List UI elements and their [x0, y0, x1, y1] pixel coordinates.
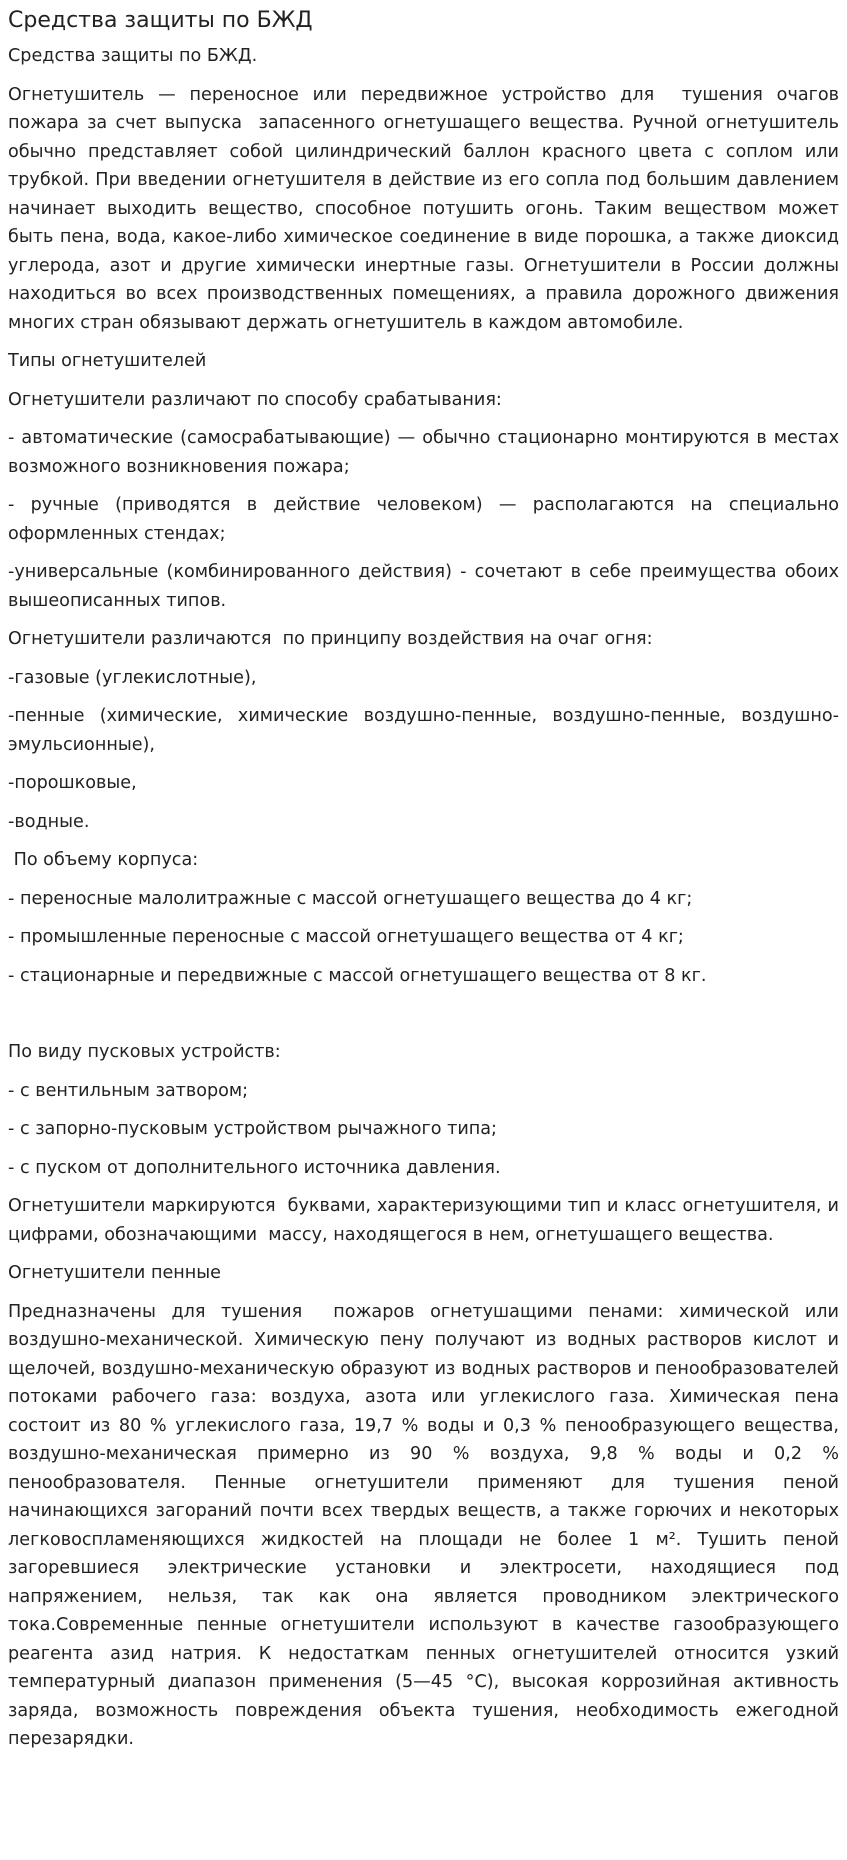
section-heading-foam: Огнетушители пенные: [8, 1263, 222, 1283]
paragraph-marking: Огнетушители маркируются буквами, характеризующими тип и класс огнетушителя, и цифрами, обозначающими массу, находящегося в нем, огнетушащего вещества.: [8, 1196, 845, 1245]
list-item-manual: - ручные (приводятся в действие человеком) — располагаются на специально оформленных стендах;: [8, 495, 845, 544]
paragraph-spacer: [8, 1000, 839, 1038]
paragraph-by-launch-device: По виду пусковых устройств:: [8, 1042, 281, 1062]
paragraph-by-activation: Огнетушители различают по способу срабатывания:: [8, 389, 502, 410]
list-item-gas: -газовые (углекислотные),: [8, 667, 257, 688]
paragraph-by-volume: По объему корпуса:: [8, 850, 199, 870]
list-item-lever: - с запорно-пусковым устройством рычажного типа;: [8, 1119, 497, 1139]
section-heading-types: Типы огнетушителей: [8, 351, 207, 371]
list-item-water: -водные.: [8, 811, 90, 832]
list-item-portable-small: - переносные малолитражные с массой огнетушащего вещества до 4 кг;: [8, 888, 693, 909]
page-title: Средства защиты по БЖД: [8, 8, 313, 33]
list-item-automatic: - автоматические (самосрабатывающие) — обычно стационарно монтируются в местах возможного возникновения пожара;: [8, 428, 845, 477]
extinguisher-definition-paragraph: Огнетушитель — переносное или передвижное устройство для тушения очагов пожара за счет выпуска запасенного огнетушащего вещества. Ручной огнетушитель обычно представляет собой цилиндрический баллон красного цвета с соплом или трубкой. При введении огнетушителя в действие из его сопла под большим давлением начинает выходить вещество, способное потушить огонь. Таким веществом может быть пена, вода, какое-либо химическое соединение в виде порошка, а также диоксид углерода, азот и другие химически инертные газы. Огнетушители в России должны находиться во всех производственных помещениях, а правила дорожного движения многих стран обязывают держать огнетушитель в каждом автомобиле.: [8, 84, 845, 333]
list-item-universal: -универсальные (комбинированного действия) - сочетают в себе преимущества обоих вышеописанных типов.: [8, 562, 845, 611]
list-item-foam: -пенные (химические, химические воздушно-пенные, воздушно-пенные, воздушно-эмульсионные),: [8, 706, 839, 755]
list-item-valve: - с вентильным затвором;: [8, 1080, 249, 1101]
list-item-external-pressure: - с пуском от дополнительного источника давления.: [8, 1157, 501, 1178]
foam-extinguisher-paragraph: Предназначены для тушения пожаров огнетушащими пенами: химической или воздушно-механической. Химическую пену получают из водных растворов кислот и щелочей, воздушно-механическую образуют из водных растворов и пенообразователей потоками рабочего газа: воздуха, азота или углекислого газа. Химическая пена состоит из 80 % углекислого газа, 19,7 % воды и 0,3 % пенообразующего вещества, воздушно-механическая примерно из 90 % воздуха, 9,8 % воды и 0,2 % пенообразователя. Пенные огнетушители применяют для тушения пеной начинающихся загораний почти всех твердых веществ, а также горючих и некоторых легковоспламеняющихся жидкостей на площади не более 1 м². Тушить пеной загоревшиеся электрические установки и электросети, находящиеся под напряжением, нельзя, так как она является проводником электрического тока.Современные пенные огнетушители используют в качестве газообразующего реагента азид натрия. К недостаткам пенных огнетушителей относится узкий температурный диапазон применения (5—45 °C), высокая коррозийная активность заряда, возможность повреждения объекта тушения, необходимость ежегодной перезарядки.: [8, 1301, 845, 1749]
list-item-industrial-portable: - промышленные переносные с массой огнетушащего вещества от 4 кг;: [8, 927, 684, 947]
list-item-powder: -порошковые,: [8, 773, 137, 793]
paragraph-by-principle: Огнетушители различаются по принципу воздействия на очаг огня:: [8, 629, 653, 649]
intro-paragraph: Средства защиты по БЖД.: [8, 46, 258, 66]
list-item-stationary: - стационарные и передвижные с массой огнетушащего вещества от 8 кг.: [8, 965, 707, 986]
